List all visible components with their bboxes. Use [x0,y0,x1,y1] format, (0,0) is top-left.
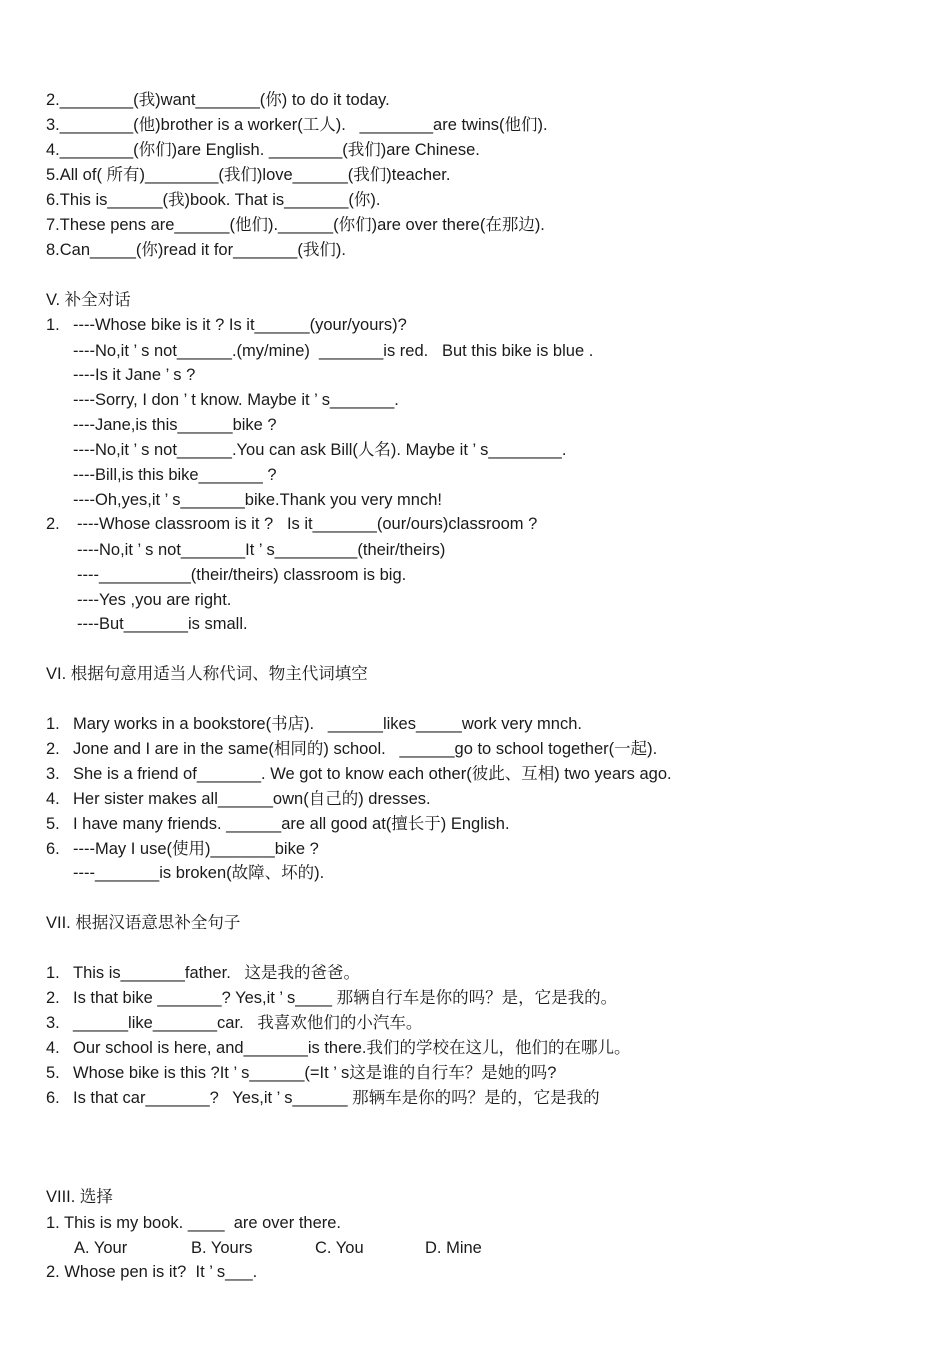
exercise-line: ----May I use(使用)_______bike ? [73,840,319,858]
exercise-line: 2.________(我)want_______(你) to do it today. [46,91,390,109]
question-text: 1. This is my book. ____ are over there. [46,1214,342,1232]
item-number: 2. [46,989,60,1007]
section-title: VIII. 选择 [46,1188,113,1206]
dialogue-line: ----Is it Jane ’ s ? [73,366,196,384]
exercise-line: ______like_______car. 我喜欢他们的小汽车。 [73,1014,423,1032]
dialogue-line: ----Sorry, I don ’ t know. Maybe it ’ s_______. [73,391,399,409]
section-title: VII. 根据汉语意思补全句子 [46,914,241,932]
exercise-line: 4.________(你们)are English. ________(我们)are Chinese. [46,141,480,159]
exercise-line: Her sister makes all______own(自己的) dresses. [73,790,431,808]
item-number: 1. [46,715,60,733]
item-number: 5. [46,1064,60,1082]
option-d: D. Mine [425,1239,482,1257]
dialogue-line: ----No,it ’ s not______.(my/mine) _______is red. But this bike is blue . [73,342,594,360]
item-number: 2. [46,740,60,758]
exercise-line: Mary works in a bookstore(书店). ______likes_____work very mnch. [73,715,582,733]
item-number: 6. [46,1089,60,1107]
exercise-line: 8.Can_____(你)read it for_______(我们). [46,241,346,259]
section-title: V. 补全对话 [46,291,131,309]
dialogue-line: ----Yes ,you are right. [77,591,232,609]
item-number: 3. [46,1014,60,1032]
exercise-line: 3.________(他)brother is a worker(工人). ________are twins(他们). [46,116,548,134]
section-title: VI. 根据句意用适当人称代词、物主代词填空 [46,665,368,683]
option-c: C. You [315,1239,364,1257]
option-b: B. Yours [191,1239,253,1257]
exercise-line: Whose bike is this ?It ’ s______(=It ’ s这是谁的自行车？是她的吗? [73,1064,557,1082]
dialogue-line: ----__________(their/theirs) classroom is big. [77,566,407,584]
exercise-line: 7.These pens are______(他们).______(你们)are over there(在那边). [46,216,545,234]
exercise-line: 5.All of( 所有)________(我们)love______(我们)teacher. [46,166,451,184]
item-number: 5. [46,815,60,833]
dialogue-line: ----Oh,yes,it ’ s_______bike.Thank you very mnch! [73,491,442,509]
exercise-line: This is_______father. 这是我的爸爸。 [73,964,361,982]
dialogue-number: 1. [46,316,60,334]
item-number: 6. [46,840,60,858]
exercise-line: She is a friend of_______. We got to know each other(彼此、互相) two years ago. [73,765,672,783]
exercise-line: Is that car_______? Yes,it ’ s______ 那辆车是你的吗？是的，它是我的 [73,1089,600,1107]
exercise-line: ----_______is broken(故障、坏的). [73,864,325,882]
exercise-line: I have many friends. ______are all good at(擅长于) English. [73,815,510,833]
exercise-line: Is that bike _______? Yes,it ’ s____ 那辆自行车是你的吗？是，它是我的。 [73,989,618,1007]
dialogue-line: ----Jane,is this______bike ? [73,416,277,434]
dialogue-line: ----Whose classroom is it ? Is it_______(our/ours)classroom ? [77,515,538,533]
dialogue-line: ----Whose bike is it ? Is it______(your/yours)? [73,316,407,334]
question-text: 2. Whose pen is it? It ’ s___. [46,1263,258,1281]
dialogue-line: ----No,it ’ s not_______It ’ s_________(their/theirs) [77,541,446,559]
option-a: A. Your [74,1239,128,1257]
dialogue-line: ----Bill,is this bike_______ ? [73,466,277,484]
item-number: 3. [46,765,60,783]
exercise-line: 6.This is______(我)book. That is_______(你). [46,191,381,209]
exercise-line: Our school is here, and_______is there.我们的学校在这儿，他们的在哪儿。 [73,1039,631,1057]
exercise-line: Jone and I are in the same(相同的) school. ______go to school together(一起). [73,740,658,758]
item-number: 4. [46,790,60,808]
item-number: 1. [46,964,60,982]
item-number: 4. [46,1039,60,1057]
dialogue-number: 2. [46,515,60,533]
dialogue-line: ----But_______is small. [77,615,248,633]
dialogue-line: ----No,it ’ s not______.You can ask Bill(人名). Maybe it ’ s________. [73,441,567,459]
